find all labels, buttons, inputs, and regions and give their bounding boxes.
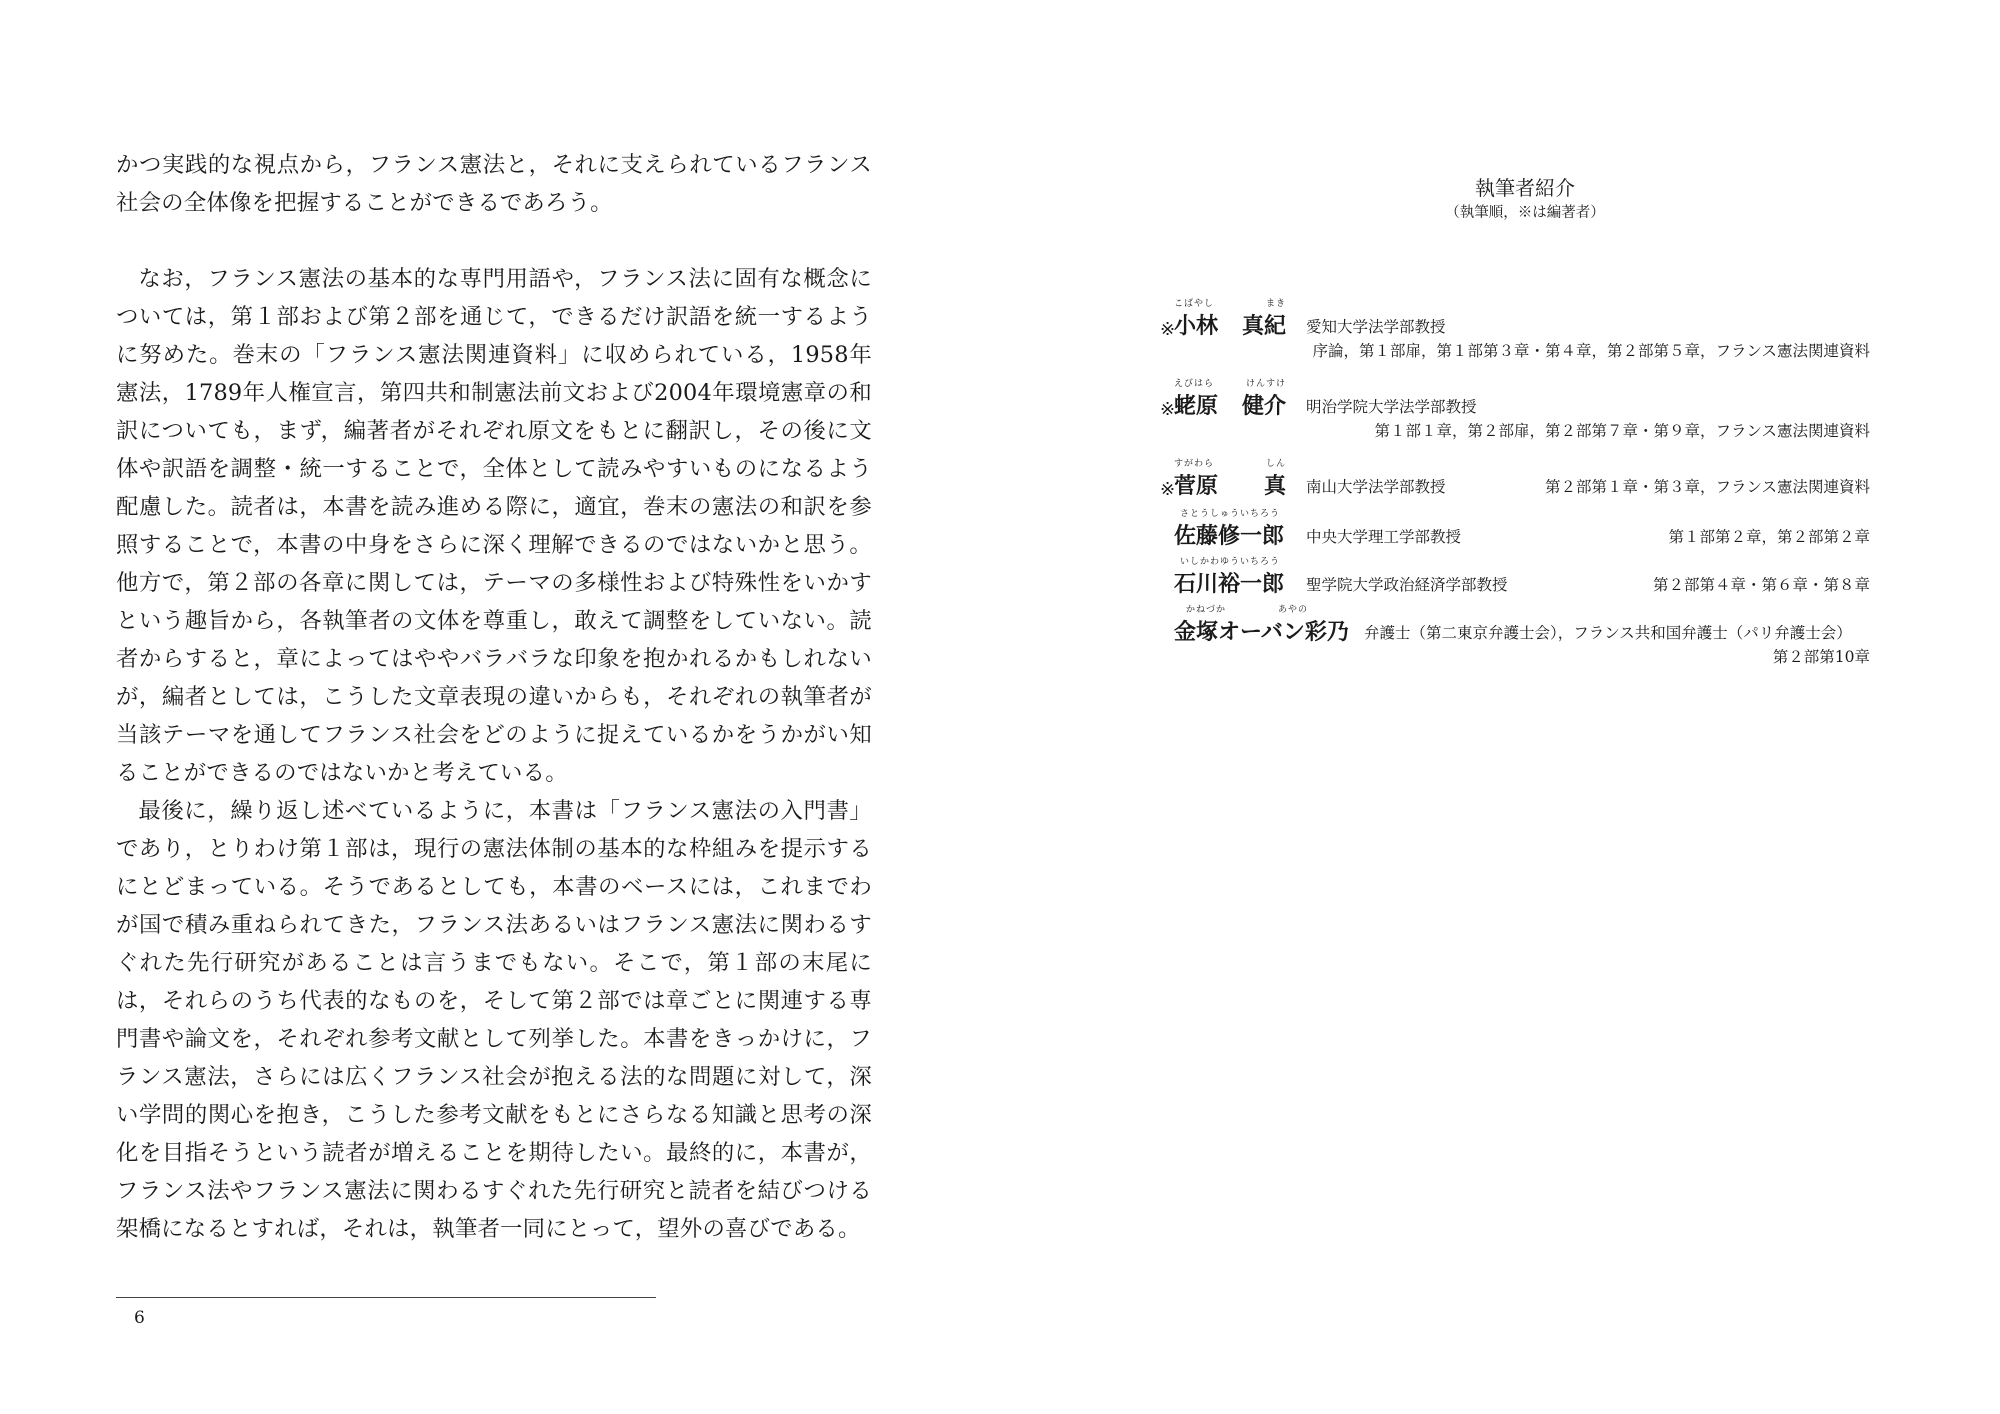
ruby-part: さとうしゅういちろう: [1179, 509, 1280, 519]
contributor-name: [1174, 521, 1286, 551]
ruby-part: こばやし: [1174, 299, 1215, 309]
footer-rule: [116, 1297, 656, 1298]
contributor-entry: [1160, 458, 1870, 508]
contributor-name: [1174, 617, 1349, 647]
name-part: 健介: [1241, 393, 1286, 419]
name-part: 金塚オーバン彩乃: [1174, 619, 1349, 645]
paragraph-3: 最後に，繰り返し述べているように，本書は「フランス憲法の入門書」であり，とりわけ第１部は，現行の憲法体制の基本的な枠組みを提示するにとどまっている。そうであるとしても，本書のベースには，これまでわが国で積み重ねられてきた，フランス法あるいはフランス憲法に関わるすぐれた先行研究があることは言うまでもない。そこで，第１部の末尾には，それらのうち代表的なものを，そして第２部では章ごとに関連する専門書や論文を，それぞれ参考文献として列挙した。本書をきっかけに，フランス憲法，さらには広くフランス社会が抱える法的な問題に対して，深い学問的関心を抱き，こうした参考文献をもとにさらなる知識と思考の深化を目指そうという読者が増えることを期待したい。最終的に，本書が，フランス法やフランス憲法に関わるすぐれた先行研究と読者を結びつける架橋になるとすれば，それは，執筆者一同にとって，望外の喜びである。: [116, 798, 872, 1242]
page-number: 6: [134, 1308, 145, 1328]
contributor-affiliation: 愛知大学法学部教授: [1306, 318, 1446, 336]
paragraph-1: かつ実践的な視点から，フランス憲法と，それに支えられているフランス社会の全体像を把握することができるであろう。: [116, 152, 872, 216]
contributor-entry: [1160, 556, 1870, 606]
contributor-duties: 第１部１章，第２部扉，第２部第７章・第９章，フランス憲法関連資料: [1374, 422, 1870, 440]
ruby-part: まき: [1265, 299, 1286, 309]
contributor-entry: [1160, 604, 1870, 674]
name-part: 小林: [1174, 313, 1219, 339]
name-ruby: [1174, 458, 1286, 470]
contributors-title: 執筆者紹介: [1475, 176, 1575, 200]
name-part: 真: [1263, 473, 1286, 499]
preface-body: [116, 146, 872, 1248]
contributor-duties: 第２部第４章・第６章・第８章: [1652, 576, 1870, 594]
name-ruby: [1174, 556, 1286, 568]
contributor-entry: [1160, 298, 1870, 368]
name-ruby: [1174, 604, 1324, 616]
contributors-subtitle: （執筆順，※は編著者）: [1445, 205, 1605, 221]
editor-marker: ※: [1160, 479, 1176, 500]
contributor-entry: [1160, 378, 1870, 448]
contributor-affiliation: 明治学院大学法学部教授: [1306, 398, 1477, 416]
name-ruby: [1174, 298, 1286, 310]
contributor-duties: 第１部第２章，第２部第２章: [1668, 528, 1870, 546]
ruby-part: しん: [1265, 459, 1286, 469]
ruby-part: いしかわゆういちろう: [1179, 557, 1280, 567]
name-part: 石川裕一郎: [1174, 571, 1285, 597]
contributor-entry: [1160, 508, 1870, 558]
ruby-part: すがわら: [1174, 459, 1215, 469]
name-part: 菅原: [1174, 473, 1219, 499]
contributor-affiliation: 弁護士（第二東京弁護士会），フランス共和国弁護士（パリ弁護士会）: [1364, 624, 1852, 642]
paragraph-2: なお，フランス憲法の基本的な専門用語や，フランス法に固有な概念については，第１部および第２部を通じて，できるだけ訳語を統一するように努めた。巻末の「フランス憲法関連資料」に収められている，1958年憲法，1789年人権宣言，第四共和制憲法前文および2004年環境憲章の和訳についても，まず，編著者がそれぞれ原文をもとに翻訳し，その後に文体や訳語を調整・統一することで，全体として読みやすいものになるよう配慮した。読者は，本書を読み進める際に，適宜，巻末の憲法の和訳を参照することで，本書の中身をさらに深く理解できるのではないかと思う。他方で，第２部の各章に関しては，テーマの多様性および特殊性をいかすという趣旨から，各執筆者の文体を尊重し，敢えて調整をしていない。読者からすると，章によってはややバラバラな印象を抱かれるかもしれないが，編者としては，こうした文章表現の違いからも，それぞれの執筆者が当該テーマを通してフランス社会をどのように捉えているかをうかがい知ることができるのではないかと考えている。: [116, 266, 872, 786]
name-part: 蛯原: [1174, 393, 1219, 419]
name-ruby: [1174, 378, 1286, 390]
name-part: 真紀: [1241, 313, 1286, 339]
name-ruby: [1174, 508, 1286, 520]
contributor-name: [1174, 569, 1286, 599]
ruby-part: かねづか: [1186, 605, 1227, 615]
contributor-name: [1174, 471, 1286, 501]
contributor-affiliation: 中央大学理工学部教授: [1306, 528, 1462, 546]
ruby-part: けんすけ: [1245, 379, 1286, 389]
contributor-affiliation: 聖学院大学政治経済学部教授: [1306, 576, 1508, 594]
paragraph-spacer: [116, 222, 872, 260]
contributor-name: [1174, 311, 1286, 341]
editor-marker: ※: [1160, 399, 1176, 420]
contributor-duties: 第２部第10章: [1772, 648, 1870, 666]
ruby-part: あやの: [1277, 605, 1308, 615]
contributor-duties: 序論，第１部扉，第１部第３章・第４章，第２部第５章，フランス憲法関連資料: [1312, 342, 1870, 360]
contributor-affiliation: 南山大学法学部教授: [1306, 478, 1446, 496]
right-page: [1000, 0, 2000, 1414]
editor-marker: ※: [1160, 319, 1176, 340]
ruby-part: えびはら: [1174, 379, 1215, 389]
contributor-duties: 第２部第１章・第３章，フランス憲法関連資料: [1544, 478, 1870, 496]
contributor-name: [1174, 391, 1286, 421]
name-part: 佐藤修一郎: [1174, 523, 1285, 549]
